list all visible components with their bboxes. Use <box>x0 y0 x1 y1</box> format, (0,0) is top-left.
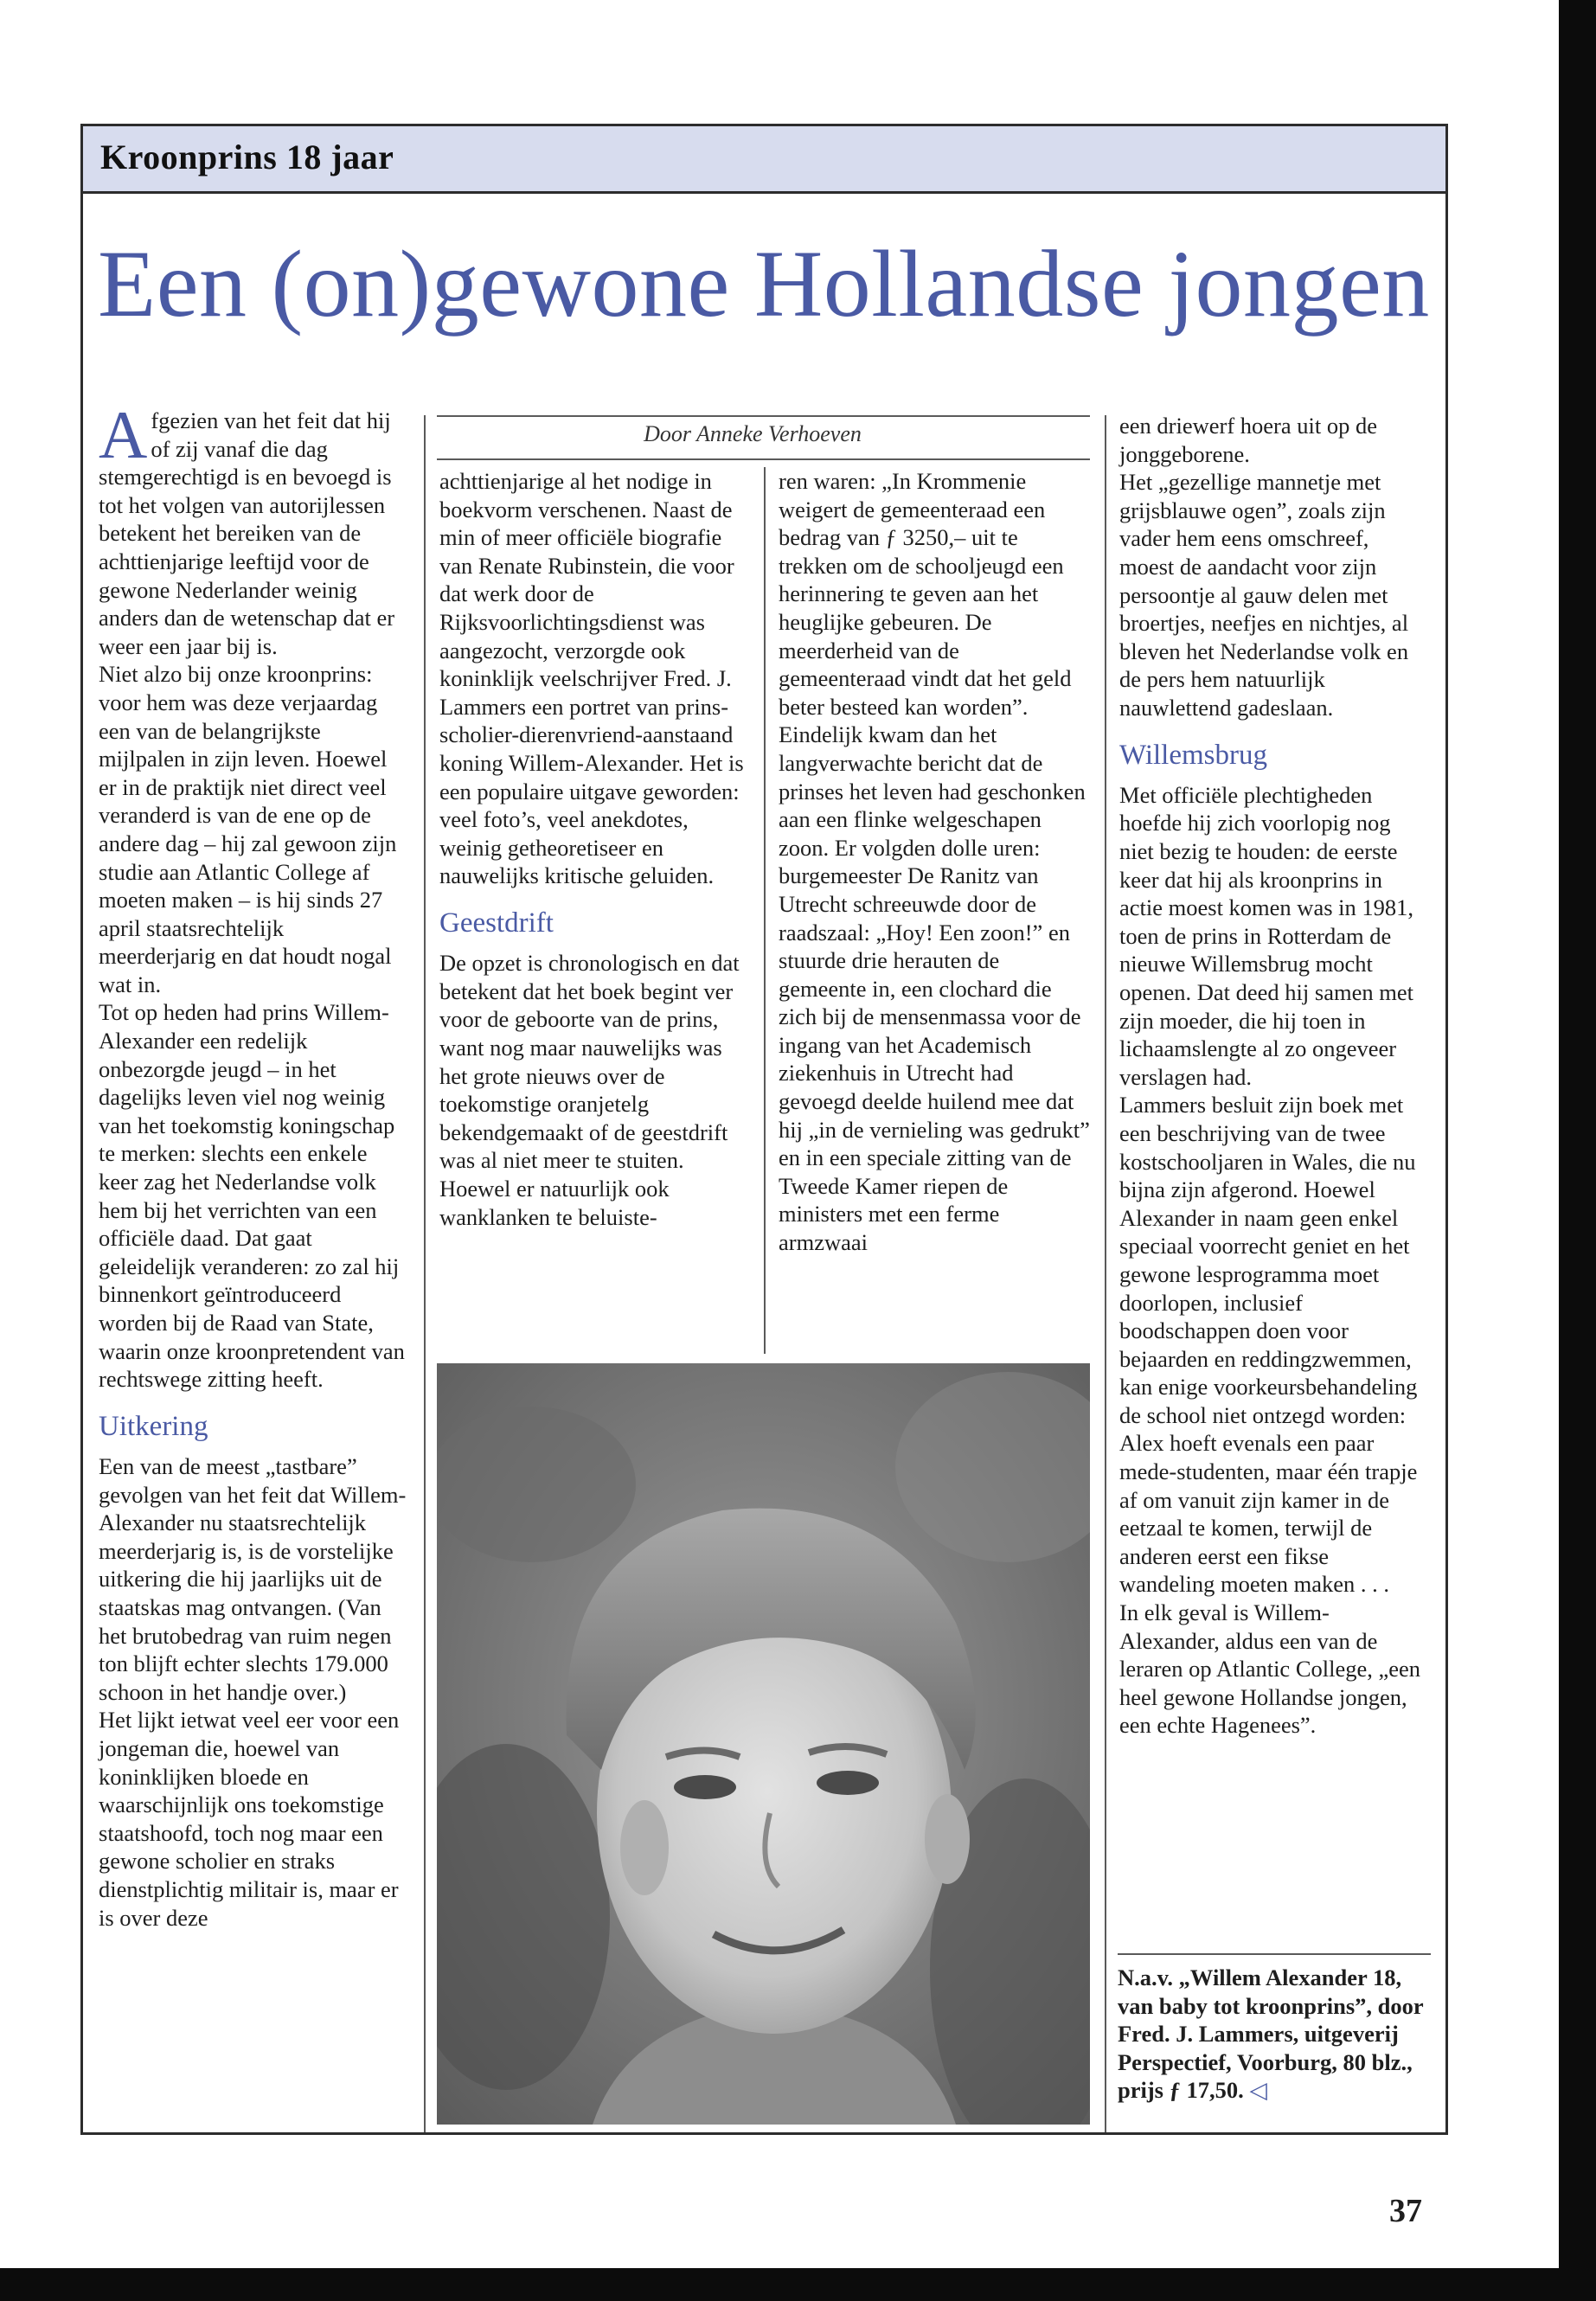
paragraph: Een van de meest „tastbare” gevolgen van het feit dat Willem-Alexander nu staatsrechtelijk meerderjarig is, is de vorstelijke uitkering die hij jaarlijks uit de staatskas mag ontvangen. (Van het brutobedrag van ruim negen ton blijft echter slechts 179.000 schoon in het handje over.) <box>99 1453 407 1705</box>
scan-edge-bottom <box>0 2268 1596 2301</box>
column-rule <box>424 415 426 2132</box>
paragraph: Het „gezellige mannetje met grijsblauwe ogen”, zoals zijn vader hem eens omschreef, moest de aandacht voor zijn persoontje al gauw delen met broertjes, neefjes en nichtjes, al bleven het Nederlandse volk en de pers hem natuurlijk nauwlettend gadeslaan. <box>1119 469 1409 721</box>
paragraph: De opzet is chronologisch en dat betekent dat het boek begint ver voor de geboorte van de prins, want nog maar nauwelijks was het grote nieuws over de toekomstige oranjetelg bekendgemaakt of de geestdrift was al niet meer te stuiten. Hoewel er natuurlijk ook wanklanken te beluiste- <box>439 950 740 1230</box>
paragraph: een driewerf hoera uit op de jonggeborene. <box>1119 413 1377 467</box>
paragraph: In elk geval is Willem-Alexander, aldus een van de leraren op Atlantic College, „een heel gewone Hollandse jongen, een echte Hagenees”. <box>1119 1599 1421 1739</box>
subheading-willemsbrug: Willemsbrug <box>1119 739 1267 771</box>
paragraph: Tot op heden had prins Willem-Alexander een redelijk onbezorgde jeugd – in het dagelijks leven viel nog weinig van het toekomstig koningschap te merken: slechts een enkele keer zag het Nederlandse volk hem bij het verrichten van een officiële daad. Dat gaat geleidelijk veranderen: zo zal hij binnenkort geïntroduceerd worden bij de Raad van State, waarin onze kroonpretendent van rechtswege zitting heeft. <box>99 999 405 1393</box>
byline-rule <box>437 415 1090 417</box>
byline-rule <box>437 458 1090 460</box>
topic-label: Kroonprins 18 jaar <box>100 138 394 176</box>
scan-edge-right <box>1559 0 1596 2301</box>
paragraph: ren waren: „In Krommenie weigert de gemeenteraad een bedrag van ƒ 3250,– uit te trekken om de schooljeugd een herinnering te geven aan het heuglijke gebeuren. De meerderheid van de gemeenteraad vindt dat het geld beter besteed kan worden”. <box>779 468 1072 720</box>
paragraph: Het lijkt ietwat veel eer voor een jongeman die, hoewel van koninklijken bloede en waarschijnlijk ons toekomstige staatshoofd, toch nog maar een gewone scholier en straks dienstplichtig militair is, maar er is over deze <box>99 1707 400 1931</box>
book-credit <box>1118 1964 1425 2105</box>
subheading-geestdrift: Geestdrift <box>439 907 554 939</box>
portrait-illustration <box>437 1363 1090 2125</box>
portrait-photo <box>437 1363 1090 2125</box>
paragraph: Met officiële plechtigheden hoefde hij zich voorlopig nog niet bezig te houden: de eerste keer dat hij als kroonprins in actie moest komen was in 1981, toen de prins in Rotterdam de nieuwe Willemsbrug mocht openen. Dat deed hij samen met zijn moeder, die hij toen in lichaamslengte al zo ongeveer verslagen had. <box>1119 781 1414 1090</box>
page-top-margin <box>0 0 1596 12</box>
credit-text: N.a.v. „Willem Alexander 18, van baby tot kroonprins”, door Fred. J. Lammers, uitgeverij Perspectief, Voorburg, 80 blz., prijs ƒ 17,50. <box>1118 1965 1424 2104</box>
column-1 <box>99 397 407 1932</box>
paragraph: Eindelijk kwam dan het langverwachte bericht dat de prinses het leven had geschonken aan een flinke welgeschapen zoon. Er volgden dolle uren: burgemeester De Ranitz van Utrecht schreeuwde door de raadszaal: „Hoy! Een zoon!” en stuurde drie herauten de gemeente in, een clochard die zich bij de mensenmassa voor de ingang van het Academisch ziekenhuis in Utrecht had gevoegd deelde huilend mee dat hij „in de vernieling was gedrukt” en in een speciale zitting van de Tweede Kamer riepen de ministers met een ferme armzwaai <box>779 721 1090 1256</box>
end-mark-icon: ◁ <box>1249 2077 1267 2104</box>
paragraph: fgezien van het feit dat hij of zij vanaf die dag stemgerechtigd is en bevoegd is tot het volgen van autorijlessen betekent het bereiken van de achttienjarige leeftijd voor de gewone Nederlander weinig anders dan de wetenschap dat er weer een jaar bij is. <box>99 407 395 659</box>
topic-bar <box>83 126 1445 194</box>
headline: Een (on)gewone Hollandse jongen <box>98 231 1430 336</box>
column-3 <box>779 467 1090 1257</box>
byline: Door Anneke Verhoeven <box>644 421 862 446</box>
column-4 <box>1119 412 1429 1740</box>
credit-rule <box>1118 1953 1431 1955</box>
column-rule <box>764 467 766 1354</box>
paragraph: achttienjarige al het nodige in boekvorm verschenen. Naast de min of meer officiële biografie van Renate Rubinstein, die voor dat werk door de Rijksvoorlichtingsdienst was aangezocht, verzorgde ook koninklijk veelschrijver Fred. J. Lammers een portret van prins-scholier-dierenvriend-aanstaand koning Willem-Alexander. Het is een populaire uitgave geworden: veel foto’s, veel anekdotes, weinig getheoretiseer en nauwelijks kritische geluiden. <box>439 468 744 889</box>
drop-cap: A <box>99 397 148 472</box>
page-number: 37 <box>1389 2193 1422 2229</box>
column-rule <box>1105 415 1106 2132</box>
column-2 <box>439 467 751 1231</box>
paragraph: Niet alzo bij onze kroonprins: voor hem was deze verjaardag een van de belangrijkste mijlpalen in zijn leven. Hoewel er in de praktijk niet direct veel veranderd is van de ene op de andere dag – hij zal gewoon zijn studie aan Atlantic College af moeten maken – is hij sinds 27 april staatsrechtelijk meerderjarig en dat houdt nogal wat in. <box>99 661 397 997</box>
paragraph: Lammers besluit zijn boek met een beschrijving van de twee kostschooljaren in Wales, die nu bijna zijn afgerond. Hoewel Alexander in naam geen enkel speciaal voorrecht geniet en het gewone lesprogramma moet doorlopen, inclusief boodschappen doen voor bejaarden en reddingzwemmen, kan enige voorkeursbehandeling de school niet ontzegd worden: Alex hoeft evenals een paar mede-studenten, maar één trapje af om vanuit zijn kamer in de eetzaal te komen, terwijl de anderen eerst een fikse wandeling moeten maken . . . <box>1119 1092 1418 1598</box>
subheading-uitkering: Uitkering <box>99 1410 208 1442</box>
